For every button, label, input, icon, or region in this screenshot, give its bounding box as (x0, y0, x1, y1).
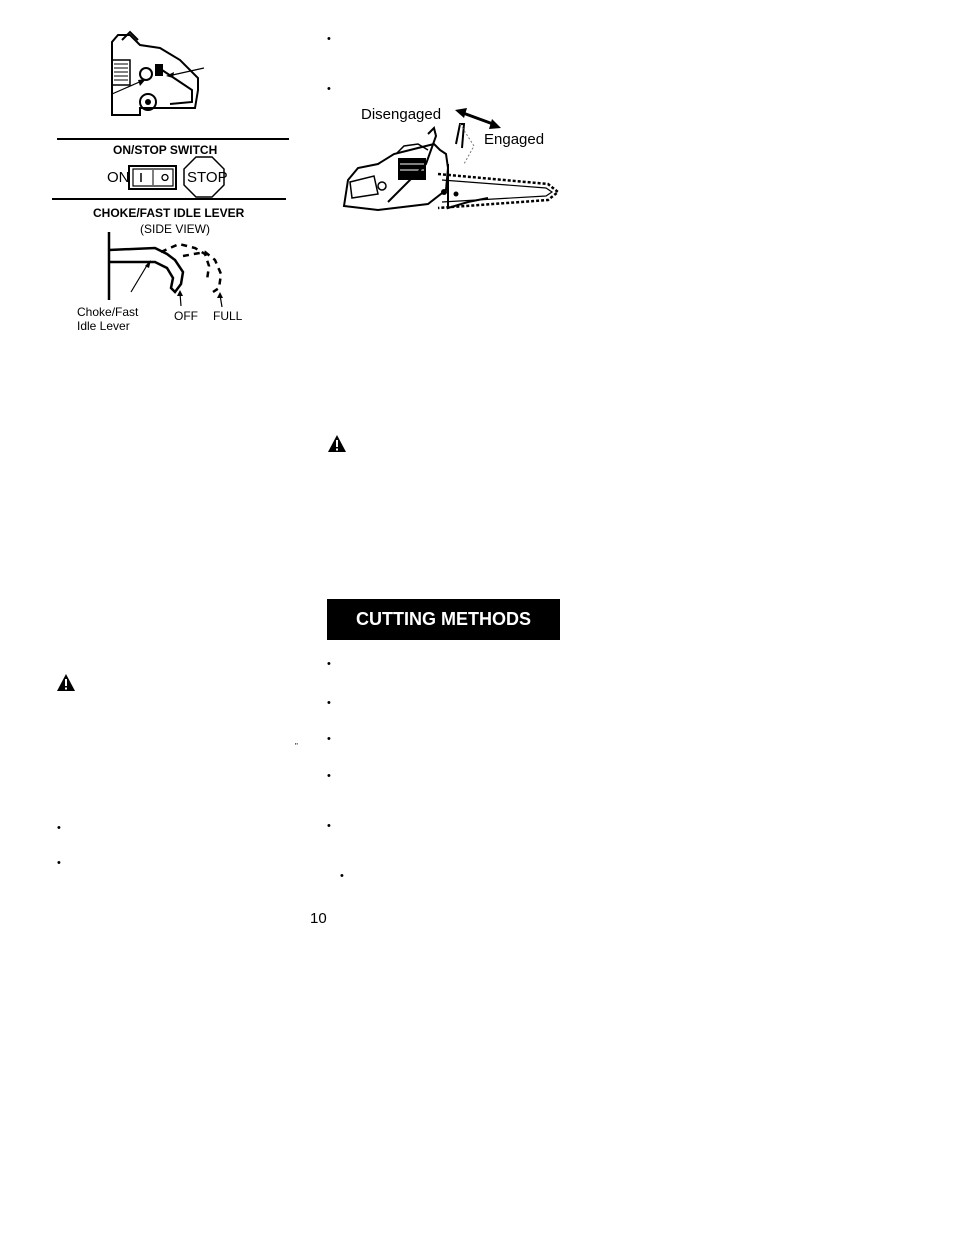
page-number: 10 (310, 910, 327, 927)
switch-on-label: ON (107, 169, 130, 186)
bullet-marker: • (327, 820, 331, 832)
choke-section-title: CHOKE/FAST IDLE LEVER (93, 206, 245, 220)
engine-switch-illustration (100, 30, 210, 120)
switch-stop-label: STOP (187, 169, 228, 186)
cutting-methods-header: CUTTING METHODS (327, 599, 560, 640)
divider-line (57, 138, 289, 140)
rocker-switch-icon (128, 165, 178, 191)
bullet-marker: • (327, 83, 331, 95)
chain-brake-engaged-label: Engaged (484, 131, 545, 148)
bullet-marker: • (327, 658, 331, 670)
chain-brake-disengaged-label: Disengaged (361, 106, 442, 123)
divider-line (52, 198, 286, 200)
choke-lever-label-line2: Idle Lever (77, 319, 130, 333)
bullet-marker: • (327, 697, 331, 709)
warning-icon (56, 673, 76, 693)
full-arrow-icon (214, 292, 226, 308)
choke-section-subtitle: (SIDE VIEW) (140, 222, 211, 236)
bullet-marker: • (57, 857, 61, 869)
warning-icon (327, 434, 347, 454)
bullet-marker: • (340, 870, 344, 882)
switch-section-title: ON/STOP SWITCH (113, 143, 218, 157)
bullet-marker: • (57, 822, 61, 834)
off-arrow-icon (174, 290, 186, 308)
bullet-marker: • (327, 733, 331, 745)
chainsaw-illustration (338, 124, 560, 216)
bullet-marker: • (327, 770, 331, 782)
choke-lever-label-line1: Choke/Fast (77, 305, 139, 319)
bullet-marker: • (327, 33, 331, 45)
choke-full-label: FULL (213, 309, 243, 323)
choke-off-label: OFF (174, 309, 198, 323)
stray-mark: " (295, 742, 298, 751)
